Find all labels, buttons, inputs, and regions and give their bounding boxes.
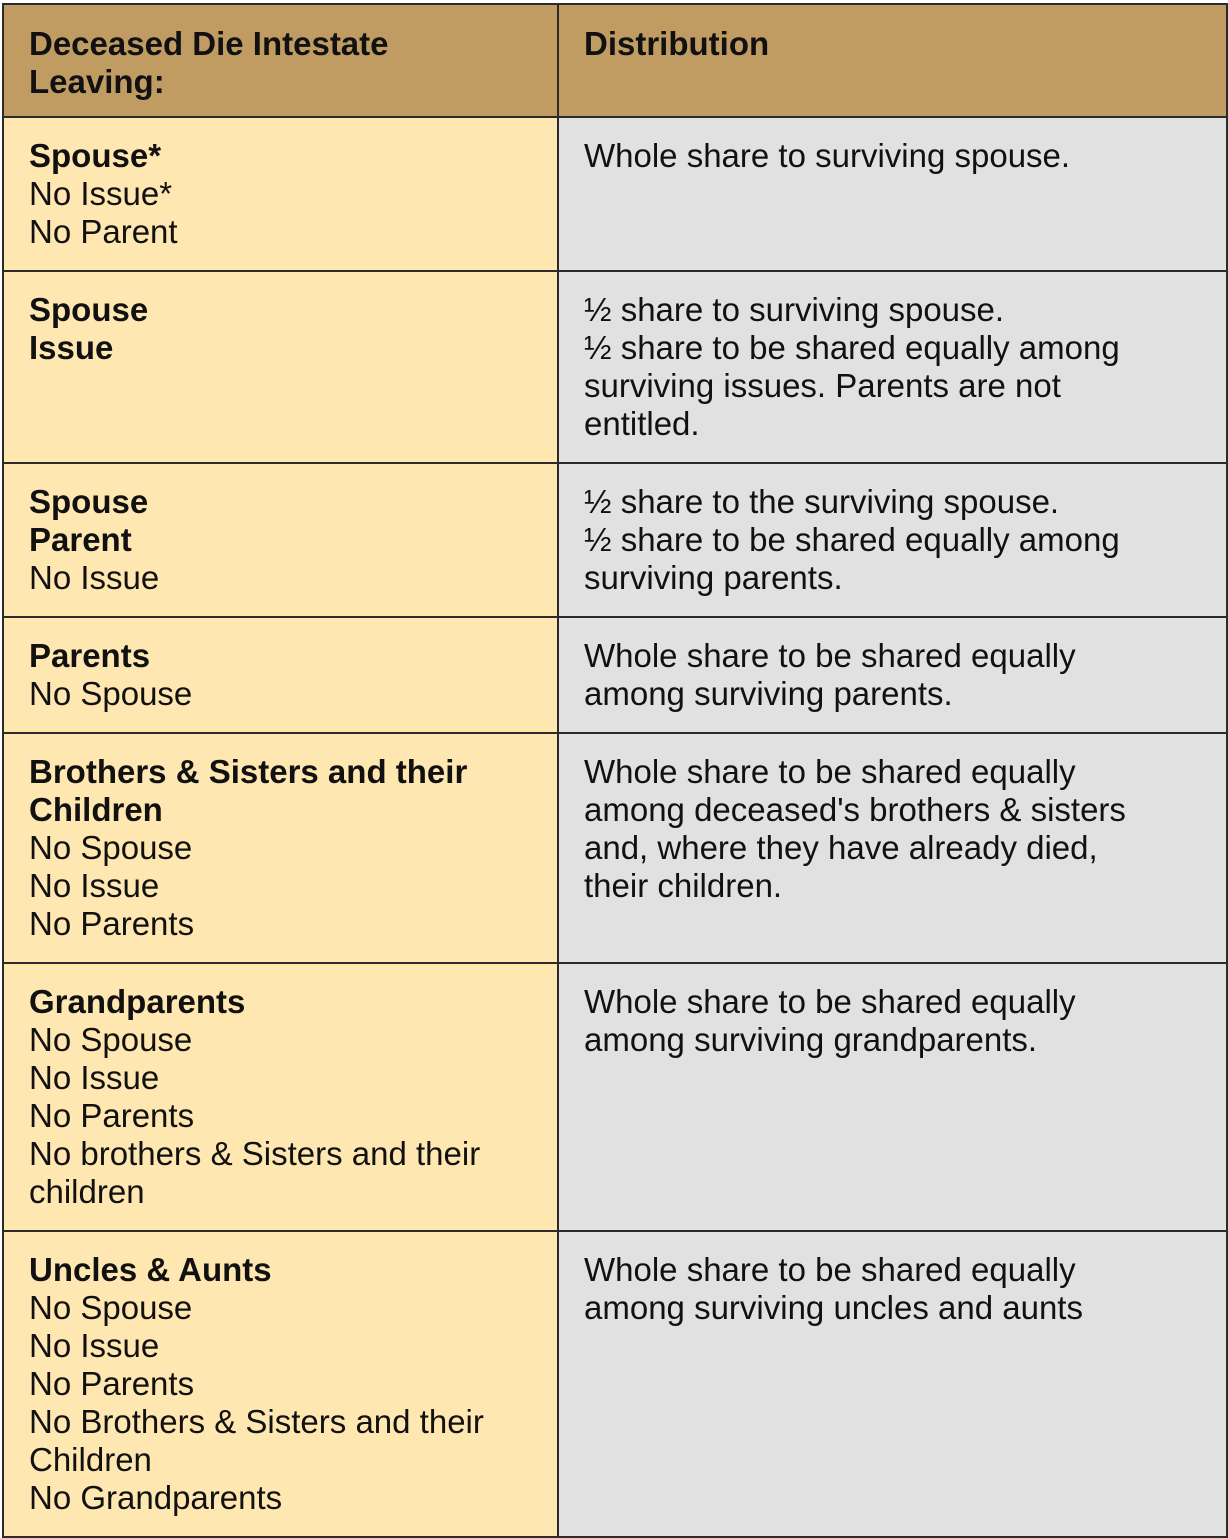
regular-line: No Issue xyxy=(29,559,160,596)
regular-line: No Issue xyxy=(29,867,160,904)
table-header-row xyxy=(3,4,1227,117)
table-row xyxy=(3,733,1227,963)
regular-line: No Spouse xyxy=(29,675,193,712)
row-spouse-no-issue-distribution xyxy=(558,117,1227,271)
row-spouse-parent-left xyxy=(3,463,558,617)
regular-line: No Parents xyxy=(29,1365,195,1402)
regular-line: No Spouse xyxy=(29,1289,193,1326)
distribution-line: ½ share to the surviving spouse. xyxy=(584,483,1060,520)
regular-line: No Parents xyxy=(29,1097,195,1134)
intestacy-distribution-table xyxy=(2,3,1228,1538)
table-row xyxy=(3,117,1227,271)
row-siblings-left xyxy=(3,733,558,963)
row-siblings-distribution xyxy=(558,733,1227,963)
header-distribution: Distribution xyxy=(558,4,1227,117)
row-uncles-aunts-left xyxy=(3,1231,558,1537)
bold-line: Issue xyxy=(29,329,114,366)
row-spouse-issue-left xyxy=(3,271,558,463)
regular-line: No brothers & Sisters and their xyxy=(29,1135,481,1172)
distribution-line: surviving issues. Parents are not xyxy=(584,367,1061,404)
distribution-line: ½ share to surviving spouse. xyxy=(584,291,1005,328)
bold-line: Parents xyxy=(29,637,151,674)
regular-line: No Parents xyxy=(29,905,195,942)
bold-line: Children xyxy=(29,791,163,828)
distribution-line: entitled. xyxy=(584,405,700,442)
distribution-line: Whole share to be shared equally xyxy=(584,983,1076,1020)
distribution-line: ½ share to be shared equally among xyxy=(584,329,1120,366)
bold-line: Uncles & Aunts xyxy=(29,1251,272,1288)
bold-line: Brothers & Sisters and their xyxy=(29,753,468,790)
distribution-line: Whole share to be shared equally xyxy=(584,1251,1076,1288)
row-spouse-parent-distribution xyxy=(558,463,1227,617)
regular-line: No Issue xyxy=(29,1327,160,1364)
distribution-line: and, where they have already died, xyxy=(584,829,1098,866)
regular-line: children xyxy=(29,1173,145,1210)
regular-line: No Grandparents xyxy=(29,1479,283,1516)
table-row xyxy=(3,617,1227,733)
row-spouse-issue-distribution xyxy=(558,271,1227,463)
row-grandparents-left xyxy=(3,963,558,1231)
regular-line: No Spouse xyxy=(29,1021,193,1058)
regular-line: No Issue* xyxy=(29,175,173,212)
bold-line: Grandparents xyxy=(29,983,246,1020)
distribution-line: among surviving grandparents. xyxy=(584,1021,1038,1058)
header-deceased-leaving: Deceased Die Intestate Leaving: xyxy=(3,4,558,117)
bold-line: Spouse xyxy=(29,483,149,520)
distribution-line: ½ share to be shared equally among xyxy=(584,521,1120,558)
row-uncles-aunts-distribution xyxy=(558,1231,1227,1537)
table-row xyxy=(3,963,1227,1231)
distribution-line: among deceased's brothers & sisters xyxy=(584,791,1126,828)
regular-line: No Spouse xyxy=(29,829,193,866)
row-parents-left xyxy=(3,617,558,733)
row-spouse-no-issue-left xyxy=(3,117,558,271)
distribution-line: surviving parents. xyxy=(584,559,843,596)
bold-line: Spouse xyxy=(29,291,149,328)
bold-line: Parent xyxy=(29,521,132,558)
bold-line: Spouse* xyxy=(29,137,162,174)
table-row xyxy=(3,463,1227,617)
regular-line: No Issue xyxy=(29,1059,160,1096)
distribution-text: Whole share to surviving spouse. xyxy=(584,137,1071,174)
distribution-line: Whole share to be shared equally xyxy=(584,637,1076,674)
row-parents-distribution xyxy=(558,617,1227,733)
table-row xyxy=(3,271,1227,463)
distribution-line: among surviving parents. xyxy=(584,675,953,712)
regular-line: No Parent xyxy=(29,213,178,250)
regular-line: Children xyxy=(29,1441,152,1478)
regular-line: No Brothers & Sisters and their xyxy=(29,1403,484,1440)
distribution-line: their children. xyxy=(584,867,783,904)
distribution-line: Whole share to be shared equally xyxy=(584,753,1076,790)
distribution-line: among surviving uncles and aunts xyxy=(584,1289,1083,1326)
row-grandparents-distribution xyxy=(558,963,1227,1231)
table-row xyxy=(3,1231,1227,1537)
